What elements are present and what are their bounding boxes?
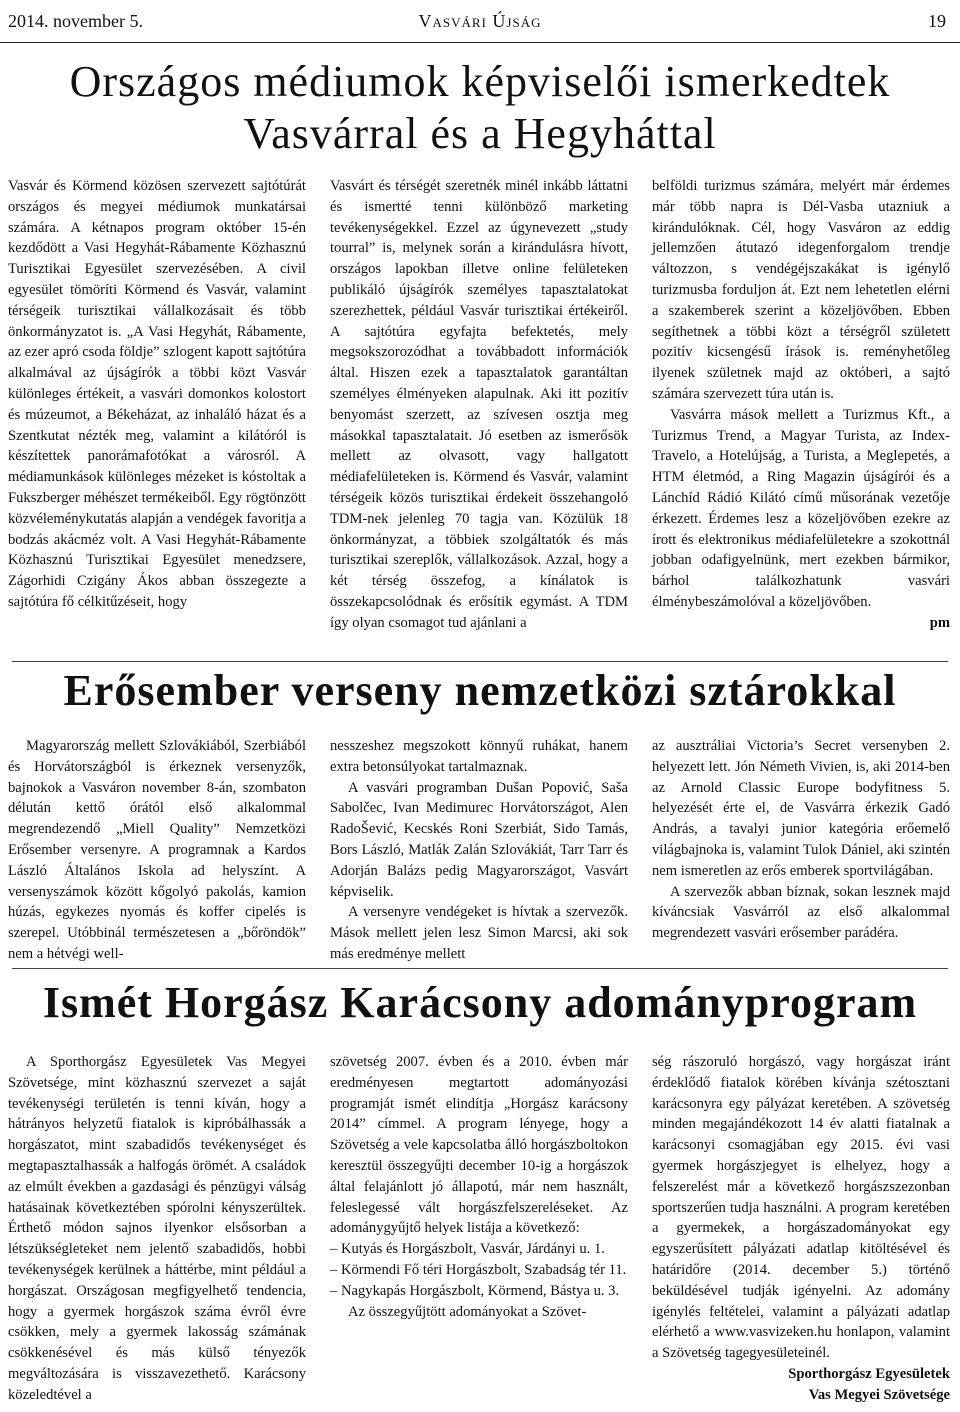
article3-text: Az összegyűjtött adományokat a Szövet- bbox=[348, 1303, 587, 1320]
article1-title-line1: Országos médiumok képviselői ismerkedtek bbox=[69, 57, 891, 106]
donation-locations-list bbox=[330, 1239, 628, 1301]
article1-text: Vasvárt és térségét szeretnék minél inkább láttatni és ismertté tenni különböző marketing tevékenységekkel. Ezzel az úgynevezett „study tourral” is, melynek során a kirándulásra hívott, országos lapokban illetve online felületeken publikáló újságírók személyes tapasztalatokat szerezhettek, például Vasvár turisztikai értékeiről. A sajtótúra egyfajta befektetés, mely megsokszorozódhat a továbbadott információk által. Hiszen ezek a tapasztalatok garantáltan személyes élményeken alapulnak. Aki itt pozitív benyomást szerzett, az szívesen osztja meg másokkal tapasztalatait. Jó esetben az ismerősök mellett az olvasott, vagy hallgatott médiafelületeken is. Körmend és Vasvár, valamint térségeik közös turisztikai érdekeit összehangoló TDM-nek jelenleg 70 tagja van. Közülük 18 önkormányzat, a többiek szolgáltatók és más turisztikai szereplők, vállalkozások. Azzal, hogy a két térség összefog, a kínálatok is összekapcsolódnak és erősítik egymást. A TDM így olyan csomagot tud ajánlani a bbox=[330, 178, 628, 631]
article-divider bbox=[12, 968, 948, 969]
article2-column-2 bbox=[330, 736, 628, 962]
article1-title-line2: Vasvárral és a Hegyháttal bbox=[243, 109, 717, 158]
article2-text: A versenyre vendégeket is hívtak a szervezők. Mások mellett jelen lesz Simon Marcsi, aki sok más eredménye mellett bbox=[330, 904, 628, 962]
article1-column-1 bbox=[8, 176, 306, 646]
list-item: – Körmendi Fő téri Horgászbolt, Szabadság tér 11. bbox=[330, 1260, 628, 1281]
article3-text: szövetség 2007. évben és a 2010. évben már eredményesen megtartott adományozási programját ismét elindítja „Horgász karácsony 2014” címmel. A program lényege, hogy a Szövetség a vele kapcsolatba álló horgászboltokon keresztül összegyűjti december 10-ig a horgászok által felajánlott jó állapotú, már nem használt, feleslegessé vált horgászfelszereléseket. Az adománygyűjtő helyek listája a következő: bbox=[330, 1054, 628, 1237]
issue-date: 2014. november 5. bbox=[8, 11, 143, 31]
article2-text: az ausztráliai Victoria’s Secret versenyben 2. helyezett lett. Jón Németh Vivien, is, aki 2014-ben az Arnold Classic Europe bodyfitness 5. helyezését érte el, de Vasvárra érkezik Gadó András, a tavalyi junior kategória erőemelő világbajnoka is, valamint Tulok Dániel, aki szintén nem ismeretlen az erős emberek sportvilágában. bbox=[652, 738, 950, 879]
article3-signature-line1: Sporthorgász Egyesületek bbox=[788, 1365, 950, 1382]
article2-text: Magyarország mellett Szlovákiából, Szerbiából és Horvátországból is érkeznek versenyzők, bajnokok a Vasváron november 8-án, szombaton délután kettő órától első alkalommal megrendezendő „Miell Quality” Nemzetközi Erősember versenyre. A programnak a Kardos László Általános Iskola ad helyszínt. A versenyszámok között kőgolyó pakolás, kamion húzás, egykezes nyomás és koffer cipelés is szerepel. Utóbbinál természetesen a „bőröndök” nem a hétvégi well- bbox=[8, 738, 306, 962]
page-number: 19 bbox=[928, 11, 946, 31]
article3-column-1 bbox=[8, 1052, 306, 1412]
article3-column-3 bbox=[652, 1052, 950, 1412]
article1-text: belföldi turizmus számára, melyért már érdemes már több napra is Dél-Vasba utazniuk a kirándulóknak. Cél, hogy Vasváron az eddig jellemzően átutazó idegenforgalom trendje változzon, s vendégéjszakákat is igénylő turizmusba forduljon át. Ezt nem lehetetlen elérni a szakemberek szerint a közeljövőben. Ebben segíthetnek a többi közt a térségről született pozitív kicsengésű írások is. reményhetőleg ilyenek születnek majd az októberi, a sajtó számára szervezett túra után is. bbox=[652, 178, 950, 402]
article1-signature: pm bbox=[929, 614, 950, 631]
article3-text: ség rászoruló horgászó, vagy horgászat iránt érdeklődő fiatalok körében kívánja szétosztani karácsonyra egy pályázat keretében. A szövetség minden megajándékozott 14 év alatti fiatalnak a karácsonyi csomagjában egy 2015. évi vasi gyermek horgászjegyet is elhelyez, hogy a felszerelést már a következő horgászszezonban sportszerűen tudja használni. A program keretében a gyermekek, a horgászadományokat egy egyszerűsített pályázati adatlap kitöltésével és határidőre (2014. december 5.) történő beküldésével tudják igényelni. Az adomány igénylés feltételei, valamint a pályázati adatlap elérhető a www.vasvizeken.hu honlapon, valamint a Szövetség tagegyesületeinél. bbox=[652, 1054, 950, 1362]
list-item: – Nagykapás Horgászbolt, Körmend, Bástya u. 3. bbox=[330, 1281, 628, 1302]
article1-title bbox=[0, 56, 960, 160]
article2-column-1 bbox=[8, 736, 306, 962]
article3-title: Ismét Horgász Karácsony adományprogram bbox=[42, 978, 918, 1027]
article2-text: A szervezők abban bíznak, sokan lesznek majd kíváncsiak Vasvárról az első alkalommal megrendezett vasvári erősember parádéra. bbox=[652, 883, 950, 942]
article2-text: A vasvári programban Dušan Popović, Saša Sabolčec, Ivan Medimurec Horvátországot, Alen RadoŠević, Kecskés Roni Szerbiát, Sido Tamás, Bors László, Matlák Zalán Szlovákiát, Tarr Tarr és Adorján Balázs pedig Magyarországot, Vasvárt képviselik. bbox=[330, 779, 628, 900]
article3-signature-line2: Vas Megyei Szövetsége bbox=[808, 1386, 950, 1403]
header-rule bbox=[0, 42, 960, 43]
page-header bbox=[0, 0, 960, 44]
newspaper-title: Vasvári Újság bbox=[418, 11, 542, 31]
article1-column-3 bbox=[652, 176, 950, 656]
article3-text: A Sporthorgász Egyesületek Vas Megyei Szövetsége, mint közhasznú szervezet a saját tevékenységi területén is tenni kíván, hogy a hátrányos helyzetű fiatalok is kipróbálhassák a horgászatot, mint szabadidős tevékenységet és megtapasztalhassák a halfogás örömét. A családok az elmúlt években a gazdasági és pénzügyi válság hatásainak következtében spórolni kényszerültek. Érthető módon sajnos ilyenkor elsősorban a létszükségleteket nem jelentő szabadidős, hobbi tevékenységek kerülnek a háttérbe, mint például a horgászat. Országosan megfigyelhető tendencia, hogy a gyermek horgászok száma évről évre csökken, mely a gyermek lakosság számának csökkenésével és más külső tényezők megváltozására is visszavezethető. Karácsony közeledtével a bbox=[8, 1054, 306, 1403]
article3-column-2 bbox=[330, 1052, 628, 1412]
article1-text: Vasvár és Körmend közösen szervezett sajtótúrát országos és megyei médiumok munkatársai számára. A kétnapos program október 15-én kezdődött a Vasi Hegyhát-Rábamente Közhasznú Turisztikai Egyesület szervezésében. A civil egyesület tömöríti Körmend és Vasvár, valamint térségeik turisztikai vállalkozásait és több önkormányzatot is. „A Vasi Hegyhát, Rábamente, az ezer apró csoda földje” szlogent kapott sajtótúra alkalmával az újságírók a többi közt Vasvár különleges értékeit, a vasvári domonkos kolostort és múzeumot, a Békeházat, az inhaláló házat és a Szentkutat nézték meg, valamint a kilátóról is készítettek panorámafotókat a városról. A médiamunkások különleges mézeket is kóstoltak a Fukszberger méhészet termékeiből. Egy rögtönzött közvéleménykutatás alapján a vendégek favoritja a bodzás akácméz volt. A Vasi Hegyhát-Rábamente Közhasznú Turisztikai Egyesület menedzsere, Zágorhidi Czigány Ákos abban összegezte a sajtótúra fő célkitűzéseit, hogy bbox=[8, 178, 306, 610]
list-item: – Kutyás és Horgászbolt, Vasvár, Járdányi u. 1. bbox=[330, 1239, 628, 1260]
article1-column-2 bbox=[330, 176, 628, 646]
article2-title: Erősember verseny nemzetközi sztárokkal bbox=[63, 666, 897, 715]
article-divider bbox=[12, 661, 948, 662]
article1-text: Vasvárra mások mellett a Turizmus Kft., a Turizmus Trend, a Magyar Turista, az Index-Travelo, a Hotelújság, a Turista, a Meglepetés, a HTM életmód, a Ring Magazin újságírói és a Lánchíd Rádió Kilátó című műsorának vezetője érkezett. Érdemes lesz a közeljövőben ezekre az írott és elektronikus médiafelületekre a szokottnál jobban odafigyelnünk, mert ezekben bármikor, bárhol találkozhatunk vasvári élménybeszámolóval a közeljövőben. bbox=[652, 406, 950, 610]
article2-text: nesszeshez megszokott könnyű ruhákat, hanem extra betonsúlyokat tartalmaznak. bbox=[330, 738, 628, 775]
article2-column-3 bbox=[652, 736, 950, 956]
